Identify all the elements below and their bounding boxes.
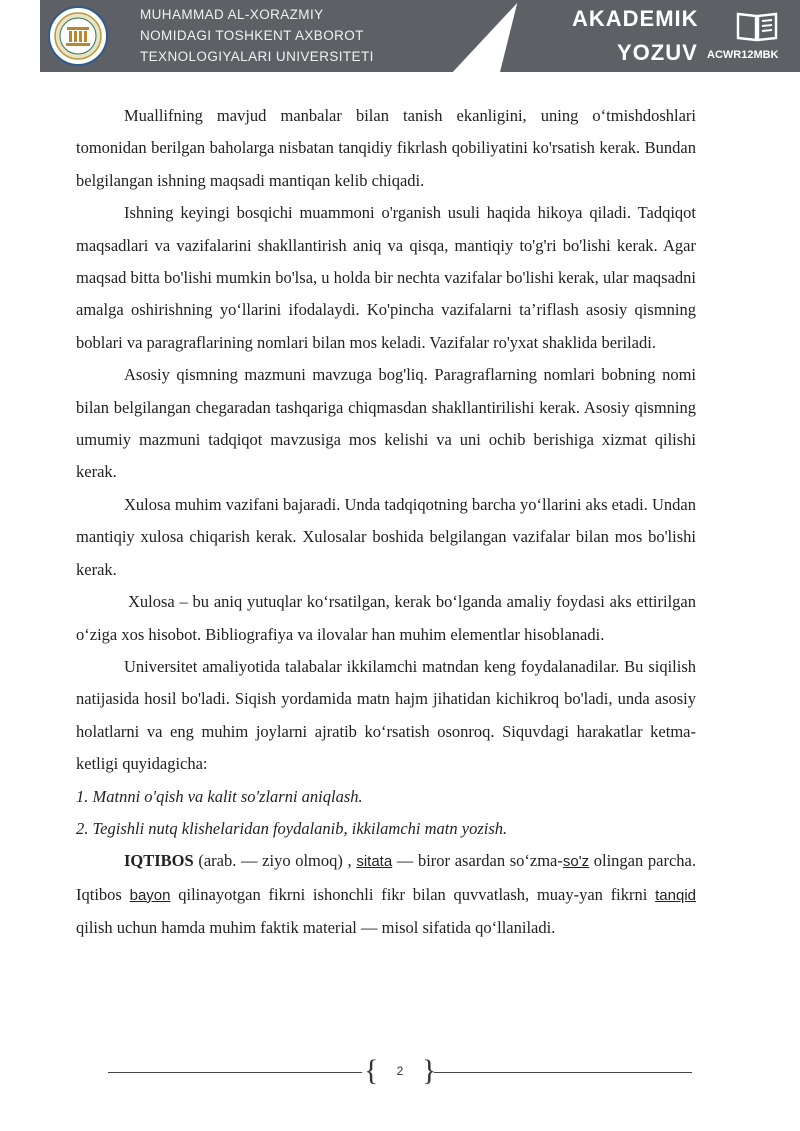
- text-span: olingan parcha. Iqtibos: [76, 851, 696, 904]
- left-brace-icon: {: [364, 1054, 379, 1087]
- footer-rule-right: [434, 1072, 692, 1073]
- page-header: [0, 0, 800, 72]
- university-line-3: TEXNOLOGIYALARI UNIVERSITETI: [140, 49, 374, 64]
- link-sitata[interactable]: sitata: [356, 853, 393, 871]
- paragraph-4: Xulosa muhim vazifani bajaradi. Unda tadqiqotning barcha yo‘llarini aks etadi. Undan mantiqiy xulosa chiqarish kerak. Xulosalar boshida belgilangan vazifalar bilan mos bo'lishi kerak.: [76, 494, 696, 579]
- page-number: 2: [396, 1064, 404, 1078]
- paragraph-6: Universitet amaliyotida talabalar ikkilamchi matndan keng foydalanadilar. Bu siqilish natijasida hosil bo'ladi. Siqish yordamida matn hajm jihatidan kichikroq bo'ladi, unda asosiy holatlarni va eng muhim joylarni ajratib ko‘rsatish osonroq. Siquvdagi harakatlar ketma-ketligi quyidagicha:: [76, 656, 696, 774]
- university-line-1: MUHAMMAD AL-XORAZMIY: [140, 7, 324, 22]
- page-footer: [108, 1056, 692, 1090]
- paragraph-5: Xulosa – bu aniq yutuqlar ko‘rsatilgan, kerak bo‘lganda amaliy foydasi aks ettirilgan o‘ziga xos hisobot. Bibliografiya va ilovalar han muhim elementlar hisoblanadi.: [76, 592, 696, 644]
- link-bayon[interactable]: bayon: [129, 886, 171, 904]
- paragraph-1: Muallifning mavjud manbalar bilan tanish ekanligini, uning o‘tmishdoshlari tomonidan berilgan baholarga nisbatan tanqidiy fikrlash qobiliyatini ko'rsatish kerak. Bundan belgilangan ishning maqsadi mantiqan kelib chiqadi.: [76, 106, 696, 190]
- list-item: 2. Tegishli nutq klishelaridan foydalanib, ikkilamchi matn yozish.: [76, 818, 508, 838]
- university-name: [140, 4, 374, 67]
- list-item: 1. Matnni o'qish va kalit so'zlarni aniqlash.: [76, 786, 363, 806]
- paragraph-2: Ishning keyingi bosqichi muammoni o'rganish usuli haqida hikoya qiladi. Tadqiqot maqsadlari va vazifalarini shakllantirish aniq va qisqa, mantiqiy to'g'ri bo'lishi kerak. Agar maqsad bitta bo'lishi mumkin bo'lsa, u holda bir nechta vazifalar bo'lishi kerak, ular maqsadni amalga oshirishning yo‘llarini ifodalaydi. Ko'pincha vazifalarni ta’riflash asosiy qismning boblari va paragraflarining nomlari bilan mos keladi. Vazifalar ro'yxat shaklida beriladi.: [76, 203, 696, 352]
- text-span: — biror asardan so‘zma-: [392, 851, 563, 871]
- right-brace-icon: }: [422, 1054, 437, 1087]
- paragraph-3: Asosiy qismning mazmuni mavzuga bog'liq. Paragraflarning nomlari bobning nomi bilan belgilangan chegaradan tashqariga chiqmasdan shakllantirilishi kerak. Asosiy qismning umumiy mazmuni tadqiqot mavzusiga mos kelishi va uni ochib berishiga xizmat qilishi kerak.: [76, 365, 696, 482]
- paragraph-7: [76, 845, 696, 944]
- link-tanqid[interactable]: tanqid: [655, 886, 696, 904]
- document-body: [76, 100, 696, 945]
- text-span: qilish uchun hamda muhim faktik material — misol sifatida qo‘llaniladi.: [76, 918, 556, 938]
- university-emblem-icon: [48, 6, 108, 66]
- open-book-icon: [736, 10, 778, 44]
- university-line-2: NOMIDAGI TOSHKENT AXBOROT: [140, 28, 364, 43]
- text-span: qilinayotgan fikrni ishonchli fikr bilan quvvatlash, muay-yan fikrni: [170, 884, 656, 904]
- course-code: ACWR12MBK: [707, 49, 779, 61]
- link-soz[interactable]: so'z: [562, 853, 590, 871]
- text-span: (arab. — ziyo olmoq) ,: [193, 851, 357, 871]
- term-iqtibos: IQTIBOS: [124, 851, 194, 871]
- brand-title-line2: YOZUV: [617, 40, 698, 65]
- footer-rule-left: [108, 1072, 362, 1073]
- brand-title-line1: AKADEMIK: [572, 6, 699, 31]
